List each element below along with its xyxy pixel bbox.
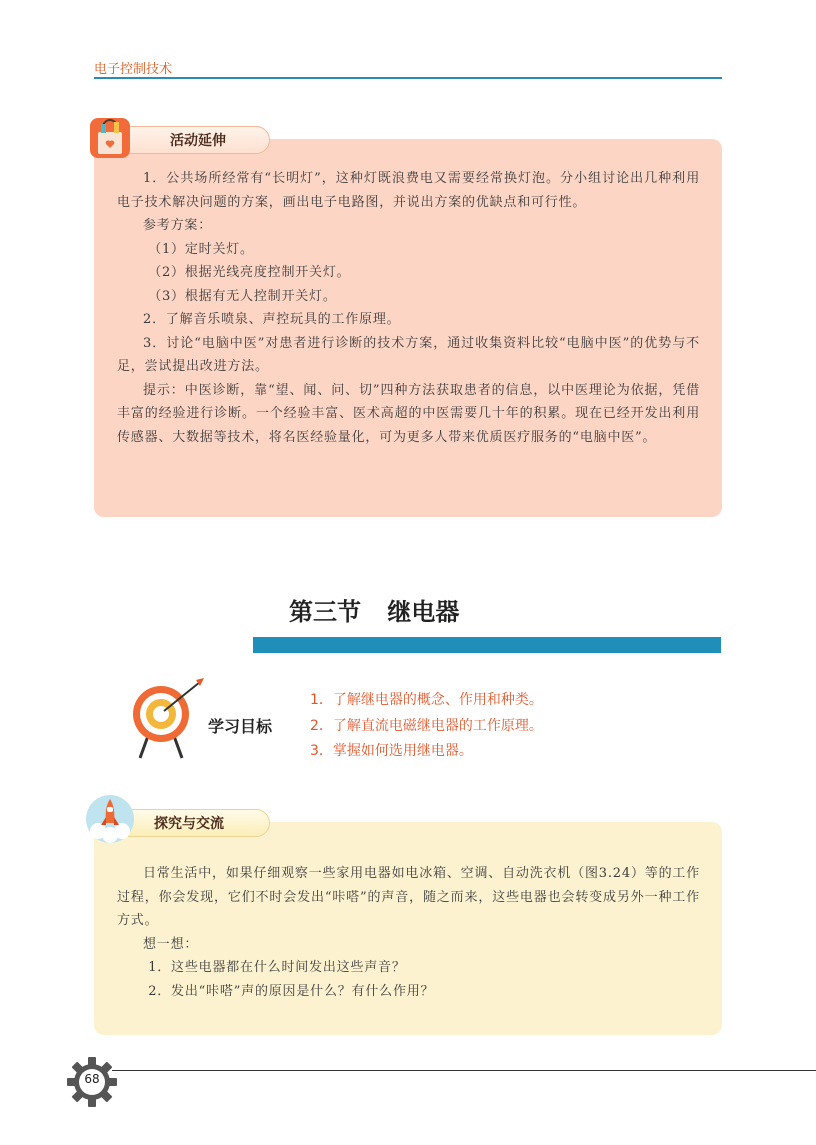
explore-body bbox=[117, 862, 700, 1003]
explore-paragraph: 日常生活中，如果仔细观察一些家用电器如电冰箱、空调、自动洗衣机（图3.24）等的工作过程，你会发现，它们不时会发出“咔嗒”的声音，随之而来，这些电器也会转变成另外一种工作方式。 bbox=[117, 866, 700, 928]
goal-item: 3．掌握如何选用继电器。 bbox=[310, 743, 473, 759]
activity-list-item: （1）定时关灯。 bbox=[148, 241, 254, 257]
activity-label: 活动延伸 bbox=[170, 133, 226, 149]
activity-paragraph: 提示：中医诊断，靠“望、闻、问、切”四种方法获取患者的信息，以中医理论为依据，凭借丰富的经验进行诊断。一个经验丰富、医术高超的中医需要几十年的积累。现在已经开发出利用传感器、大数据等技术，将名医经验量化，可为更多人带来优质医疗服务的“电脑中医”。 bbox=[117, 382, 700, 445]
goal-item: 2．了解直流电磁继电器的工作原理。 bbox=[310, 717, 543, 734]
explore-label: 探究与交流 bbox=[154, 816, 224, 832]
goal-item: 1．了解继电器的概念、作用和种类。 bbox=[310, 692, 543, 708]
explore-question: 1．这些电器都在什么时间发出这些声音？ bbox=[148, 960, 406, 975]
explore-question: 2．发出“咔嗒”声的原因是什么？有什么作用？ bbox=[148, 983, 435, 999]
activity-paragraph: 2．了解音乐喷泉、声控玩具的工作原理。 bbox=[143, 312, 401, 327]
goals-list bbox=[310, 688, 543, 765]
activity-list-item: （2）根据光线亮度控制开关灯。 bbox=[148, 265, 351, 280]
goals-label: 学习目标 bbox=[208, 717, 273, 736]
target-icon bbox=[130, 676, 210, 760]
section-title-bar bbox=[253, 637, 721, 653]
footer-rule bbox=[112, 1070, 816, 1071]
activity-paragraph: 1．公共场所经常有“长明灯”，这种灯既浪费电又需要经常换灯泡。分小组讨论出几种利用电子技术解决问题的方案，画出电子电路图，并说出方案的优缺点和可行性。 bbox=[117, 171, 700, 210]
page-number: 68 bbox=[84, 1072, 100, 1086]
shopping-bag-icon bbox=[86, 114, 134, 162]
activity-body bbox=[117, 167, 700, 449]
activity-paragraph: 参考方案： bbox=[143, 218, 213, 233]
activity-list-item: （3）根据有无人控制开关灯。 bbox=[148, 288, 337, 304]
activity-paragraph: 3．讨论“电脑中医”对患者进行诊断的技术方案，通过收集资料比较“电脑中医”的优势与不足，尝试提出改进方法。 bbox=[117, 335, 700, 374]
section-title: 第三节 继电器 bbox=[289, 598, 460, 626]
explore-paragraph: 想一想： bbox=[143, 936, 199, 952]
running-header: 电子控制技术 bbox=[94, 62, 173, 77]
header-rule bbox=[94, 77, 722, 79]
rocket-icon bbox=[84, 793, 136, 845]
